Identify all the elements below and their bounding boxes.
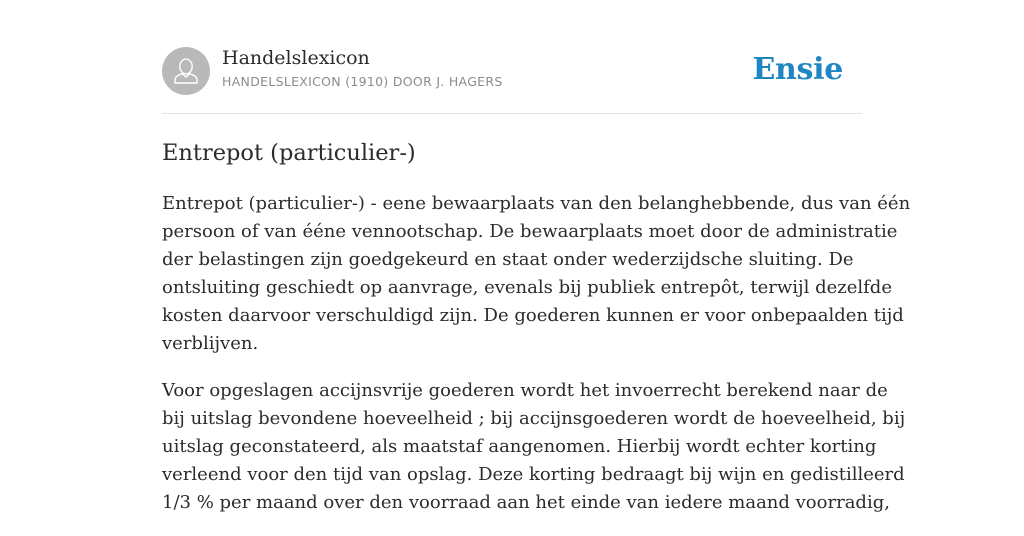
page: [162, 0, 911, 513]
paragraph-line: verleend voor den tijd van opslag. Deze korting bedraagt bij wijn en gedistilleerd: [162, 464, 905, 485]
source-meta[interactable]: HANDELSLEXICON (1910) DOOR J. HAGERS: [222, 74, 503, 89]
paragraph-line: Entrepot (particulier-) - eene bewaarplaats van den belanghebbende, dus van één: [162, 193, 911, 214]
source-header: [162, 0, 862, 114]
paragraph-line: ontsluiting geschiedt op aanvrage, evenals bij publiek entrepôt, terwijl dezelfde: [162, 277, 892, 298]
paragraph-line: uitslag geconstateerd, als maatstaf aangenomen. Hierbij wordt echter korting: [162, 436, 877, 457]
article-paragraph: [162, 377, 906, 517]
paragraph-line: Voor opgeslagen accijnsvrije goederen wordt het invoerrecht berekend naar de: [162, 380, 888, 401]
article-body: [162, 190, 911, 536]
paragraph-line: bij uitslag bevondene hoeveelheid ; bij accijnsgoederen wordt de hoeveelheid, bij: [162, 408, 906, 429]
paragraph-line: persoon of van ééne vennootschap. De bewaarplaats moet door de administratie: [162, 221, 898, 242]
user-placeholder-icon: [162, 47, 210, 95]
article-paragraph: [162, 190, 911, 358]
paragraph-line: kosten daarvoor verschuldigd zijn. De goederen kunnen er voor onbepaalden tijd: [162, 305, 904, 326]
ensie-logo[interactable]: Ensie: [752, 52, 843, 87]
source-name[interactable]: Handelslexicon: [222, 47, 370, 69]
paragraph-line: 1/3 % per maand over den voorraad aan het einde van iedere maand voorradig,: [162, 492, 890, 513]
paragraph-line: der belastingen zijn goedgekeurd en staat onder wederzijdsche sluiting. De: [162, 249, 854, 270]
article-title: Entrepot (particulier-): [162, 140, 416, 166]
paragraph-line: verblijven.: [162, 333, 259, 354]
source-avatar[interactable]: [162, 47, 210, 95]
